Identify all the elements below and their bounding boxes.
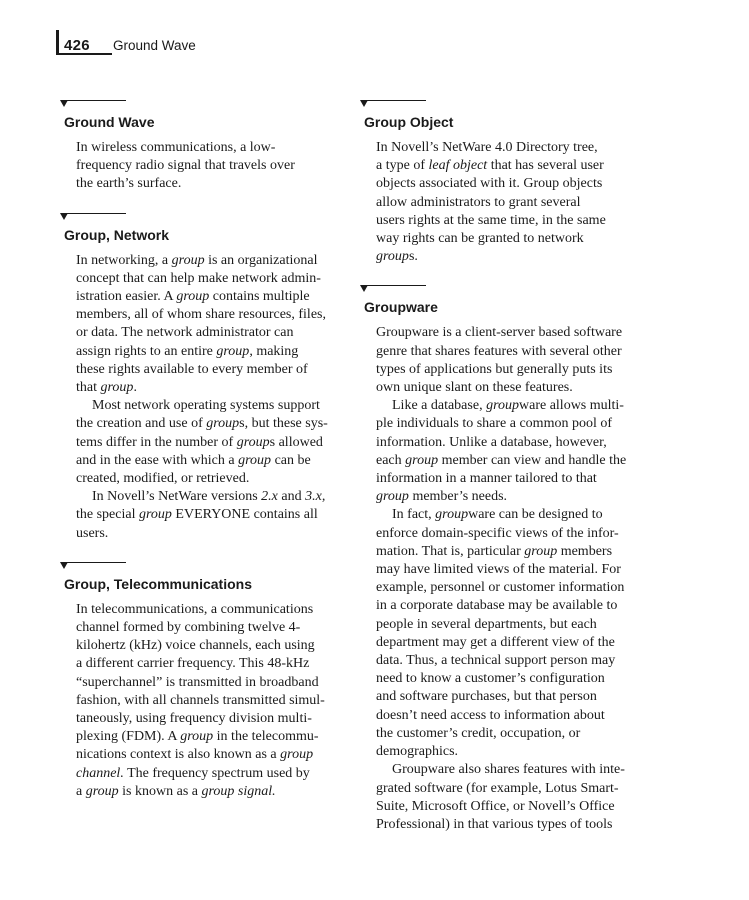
- entry-rule: [64, 213, 126, 214]
- page-number: 426: [64, 37, 90, 54]
- text-line: members, all of whom share resources, files,: [76, 307, 326, 323]
- entry-marker: [360, 100, 638, 109]
- entry-paragraph: [76, 601, 338, 801]
- entry-title: Group Object: [364, 114, 454, 130]
- dictionary-entry: [360, 100, 638, 266]
- text-line: Like a database, groupware allows multi-: [392, 398, 624, 414]
- text-line: channel. The frequency spectrum used by: [76, 765, 310, 781]
- text-line: doesn’t need access to information about: [376, 707, 605, 723]
- text-line: In telecommunications, a communications: [76, 601, 314, 617]
- text-line: types of applications but generally puts its: [376, 361, 613, 377]
- text-line: each group member can view and handle the: [376, 452, 627, 468]
- entry-body: [76, 601, 338, 801]
- entry-title: Ground Wave: [64, 114, 155, 130]
- text-line: In Novell’s NetWare 4.0 Directory tree,: [376, 140, 598, 155]
- text-line: information. Unlike a database, however,: [376, 434, 607, 450]
- entry-rule: [364, 285, 426, 286]
- text-line: In fact, groupware can be designed to: [392, 507, 603, 523]
- text-line: tems differ in the number of groups allowed: [76, 434, 323, 450]
- text-line: people in several departments, but each: [376, 616, 597, 632]
- text-line: the customer’s credit, occupation, or: [376, 725, 581, 741]
- entry-paragraph: [376, 506, 638, 761]
- text-line: enforce domain-specific views of the infor-: [376, 525, 619, 541]
- dictionary-entry: [360, 285, 638, 834]
- text-line: ple individuals to share a common pool of: [376, 416, 613, 432]
- entry-title: Group, Telecommunications: [64, 575, 252, 592]
- dictionary-entry: [60, 100, 338, 194]
- text-line: In networking, a group is an organizational: [76, 252, 318, 268]
- text-line: way rights can be granted to network: [376, 231, 584, 247]
- entry-marker: [60, 213, 338, 222]
- text-line: Most network operating systems support: [92, 398, 320, 414]
- entry-paragraph: [376, 324, 638, 397]
- text-line: in a corporate database may be available to: [376, 598, 618, 614]
- text-line: that group.: [76, 380, 137, 396]
- text-line: users rights at the same time, in the same: [376, 212, 606, 228]
- triangle-marker-icon: [60, 213, 68, 220]
- text-line: these rights available to every member of: [76, 361, 308, 377]
- entry-body: [376, 139, 638, 266]
- entry-paragraph: [376, 397, 638, 506]
- text-line: genre that shares features with several other: [376, 343, 622, 359]
- text-line: group member’s needs.: [376, 489, 508, 505]
- text-line: data. Thus, a technical support person may: [376, 653, 616, 669]
- entry-marker: [60, 100, 338, 109]
- entry-paragraph: [376, 139, 638, 266]
- text-line: allow administrators to grant several: [376, 194, 581, 210]
- triangle-marker-icon: [360, 285, 368, 292]
- text-line: nications context is also known as a group: [76, 747, 314, 763]
- entry-paragraph: [376, 761, 638, 834]
- text-line: a group is known as a group signal.: [76, 783, 276, 799]
- text-line: a different carrier frequency. This 48-kHz: [76, 656, 310, 672]
- text-line: plexing (FDM). A group in the telecommu-: [76, 729, 319, 745]
- entry-title: Group, Network: [64, 226, 170, 243]
- text-line: own unique slant on these features.: [376, 380, 573, 396]
- entry-marker: [360, 285, 638, 294]
- entry-rule: [64, 562, 126, 563]
- text-line: the creation and use of groups, but these sys-: [76, 416, 328, 432]
- text-line: objects associated with it. Group objects: [376, 176, 603, 192]
- entry-body: [76, 252, 338, 543]
- text-line: information in a manner tailored to that: [376, 471, 597, 487]
- text-line: need to know a customer’s configuration: [376, 671, 605, 687]
- text-line: Suite, Microsoft Office, or Novell’s Office: [376, 798, 615, 814]
- entry-title: Groupware: [364, 299, 438, 316]
- triangle-marker-icon: [60, 100, 68, 107]
- entry-body: [376, 324, 638, 834]
- text-line: the special group EVERYONE contains all: [76, 507, 318, 523]
- running-head: Ground Wave: [113, 38, 196, 53]
- text-line: mation. That is, particular group members: [376, 543, 613, 559]
- text-line: frequency radio signal that travels over: [76, 158, 295, 174]
- text-line: Groupware is a client-server based software: [376, 325, 623, 341]
- dictionary-entry: [60, 562, 338, 801]
- text-line: kilohertz (kHz) voice channels, each using: [76, 638, 315, 654]
- text-line: concept that can help make network admin-: [76, 270, 321, 286]
- text-line: a type of leaf object that has several user: [376, 158, 604, 174]
- text-line: users.: [76, 525, 109, 541]
- entry-paragraph: [76, 397, 338, 488]
- text-line: demographics.: [376, 744, 459, 760]
- entry-paragraph: [76, 488, 338, 543]
- text-line: grated software (for example, Lotus Smart-: [376, 780, 619, 796]
- text-line: taneously, using frequency division multi-: [76, 711, 312, 727]
- dictionary-entry: [60, 213, 338, 543]
- text-line: the earth’s surface.: [76, 176, 182, 192]
- text-line: Professional) in that various types of tools: [376, 816, 613, 832]
- entry-rule: [364, 100, 426, 101]
- text-line: created, modified, or retrieved.: [76, 471, 250, 487]
- left-column: [60, 100, 338, 820]
- right-column: [360, 100, 638, 853]
- triangle-marker-icon: [60, 562, 68, 569]
- text-line: and software purchases, but that person: [376, 689, 597, 705]
- text-line: may have limited views of the material. For: [376, 562, 621, 578]
- text-line: istration easier. A group contains multiple: [76, 289, 310, 305]
- header-bar: [56, 30, 59, 55]
- entry-body: [76, 139, 338, 194]
- text-line: fashion, with all channels transmitted simul-: [76, 692, 325, 708]
- text-line: department may get a different view of the: [376, 634, 615, 650]
- entry-marker: [60, 562, 338, 571]
- text-line: groups.: [376, 249, 418, 265]
- text-line: In Novell’s NetWare versions 2.x and 3.x,: [92, 489, 326, 505]
- text-line: or data. The network administrator can: [76, 325, 294, 341]
- triangle-marker-icon: [360, 100, 368, 107]
- entry-rule: [64, 100, 126, 101]
- entry-paragraph: [76, 252, 338, 398]
- text-line: Groupware also shares features with inte-: [392, 762, 625, 778]
- text-line: channel formed by combining twelve 4-: [76, 620, 301, 636]
- text-line: “superchannel” is transmitted in broadband: [76, 674, 319, 690]
- entry-paragraph: [76, 139, 338, 194]
- text-line: In wireless communications, a low-: [76, 140, 276, 155]
- text-line: example, personnel or customer information: [376, 580, 625, 596]
- text-line: assign rights to an entire group, making: [76, 343, 299, 359]
- text-line: and in the ease with which a group can be: [76, 452, 311, 468]
